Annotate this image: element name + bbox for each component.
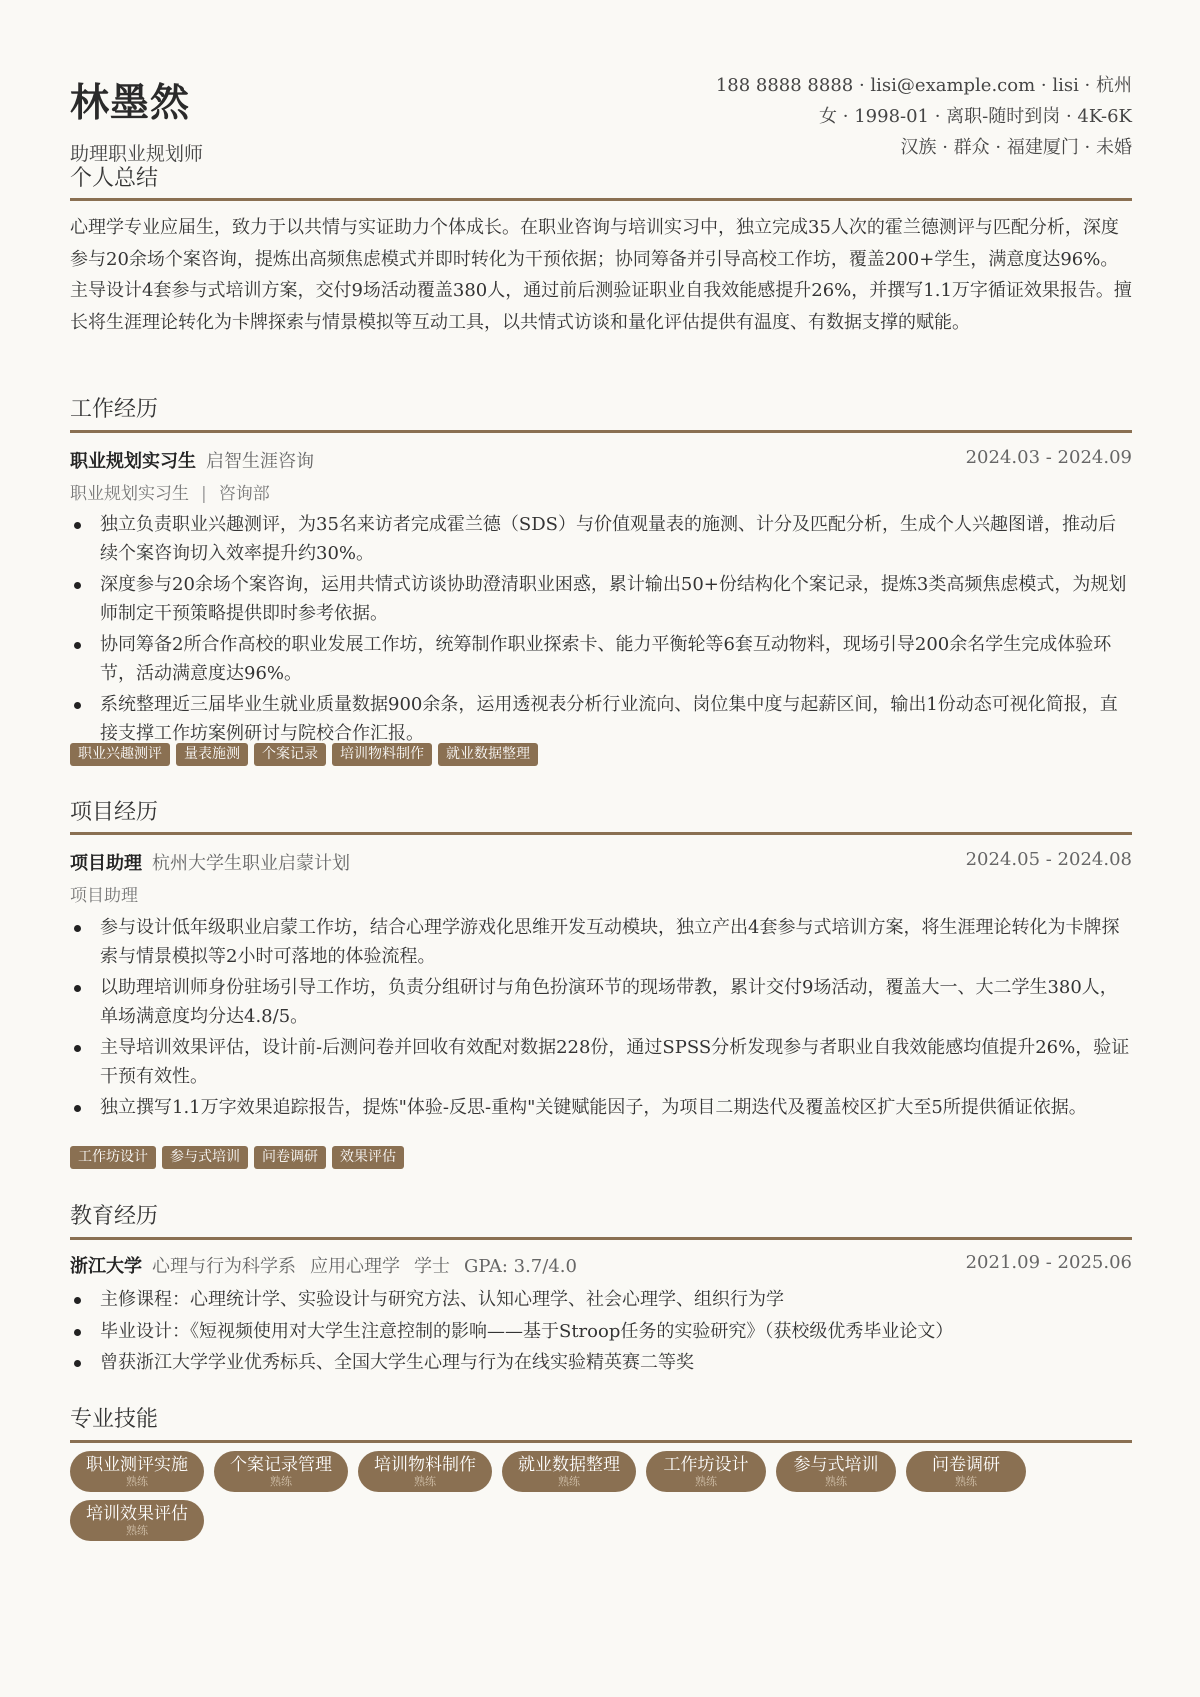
list-item: 参与设计低年级职业启蒙工作坊，结合心理学游戏化思维开发互动模块，独立产出4套参与式培训方案，将生涯理论转化为卡牌探索与情景模拟等2小时可落地的体验流程。 [70,914,1132,971]
major-name: 应用心理学 [310,1256,400,1277]
project-heading: 项目经历 [70,800,159,825]
skills-list [70,1451,1132,1541]
company-name: 启智生涯咨询 [206,451,314,472]
skill-name: 个案记录管理 [230,1455,332,1475]
contact-line-3: 汉族 · 群众 · 福建厦门 · 未婚 [900,137,1132,158]
contact-info [716,70,1132,163]
candidate-name: 林墨然 [70,80,191,126]
work-separator: | [201,484,207,504]
skill-pill [776,1451,896,1492]
skill-level: 熟练 [126,1475,148,1488]
summary-divider [70,198,1132,201]
skill-tag: 效果评估 [332,1146,404,1169]
education-date: 2021.09 - 2025.06 [965,1252,1132,1273]
skills-divider [70,1440,1132,1443]
skill-level: 熟练 [126,1524,148,1537]
project-role: 项目助理 [70,853,142,874]
summary-heading: 个人总结 [70,166,159,191]
skill-tag: 就业数据整理 [438,743,538,766]
project-date: 2024.05 - 2024.08 [965,849,1132,870]
skills-heading: 专业技能 [70,1407,159,1432]
list-item: 协同筹备2所合作高校的职业发展工作坊，统筹制作职业探索卡、能力平衡轮等6套互动物料，现场引导200余名学生完成体验环节，活动满意度达96%。 [70,631,1132,688]
skill-name: 职业测评实施 [86,1455,188,1475]
skill-level: 熟练 [270,1475,292,1488]
skill-name: 问卷调研 [932,1455,1000,1475]
project-name: 杭州大学生职业启蒙计划 [152,853,350,874]
skill-level: 熟练 [825,1475,847,1488]
education-bullets [70,1286,1132,1381]
skill-pill [502,1451,636,1492]
work-divider [70,430,1132,433]
skill-level: 熟练 [558,1475,580,1488]
degree: 学士 [414,1256,450,1277]
skill-level: 熟练 [695,1475,717,1488]
college-name: 心理与行为科学系 [152,1256,296,1277]
skill-pill [906,1451,1026,1492]
work-date: 2024.03 - 2024.09 [965,447,1132,468]
skill-tag: 个案记录 [254,743,326,766]
list-item: 独立负责职业兴趣测评，为35名来访者完成霍兰德（SDS）与价值观量表的施测、计分及匹配分析，生成个人兴趣图谱，推动后续个案咨询切入效率提升约30%。 [70,511,1132,568]
skill-name: 参与式培训 [793,1455,879,1475]
skill-name: 工作坊设计 [663,1455,749,1475]
contact-line-2: 女 · 1998-01 · 离职-随时到岗 · 4K-6K [819,106,1132,127]
skill-tag: 职业兴趣测评 [70,743,170,766]
skill-tag: 量表施测 [176,743,248,766]
job-title: 职业规划实习生 [70,451,196,472]
summary-text: 心理学专业应届生，致力于以共情与实证助力个体成长。在职业咨询与培训实习中，独立完成35人次的霍兰德测评与匹配分析，深度参与20余场个案咨询，提炼出高频焦虑模式并即时转化为干预依据；协同筹备并引导高校工作坊，覆盖200+学生，满意度达96%。主导设计4套参与式培训方案，交付9场活动覆盖380人，通过前后测验证职业自我效能感提升26%，并撰写1.1万字循证效果报告。擅长将生涯理论转化为卡牌探索与情景模拟等互动工具，以共情式访谈和量化评估提供有温度、有数据支撑的赋能。 [70,217,1132,333]
project-tags [70,1146,404,1169]
school-name: 浙江大学 [70,1256,142,1277]
work-entry-header [70,447,1132,475]
skill-tag: 工作坊设计 [70,1146,156,1169]
project-divider [70,832,1132,835]
education-details [152,1256,591,1277]
project-subline: 项目助理 [70,886,138,906]
skill-tag: 参与式培训 [162,1146,248,1169]
work-position: 职业规划实习生 [70,484,189,504]
skill-tag: 培训物料制作 [332,743,432,766]
education-entry-header [70,1252,1132,1280]
project-bullets [70,914,1132,1126]
work-subline [70,479,270,504]
candidate-role: 助理职业规划师 [70,143,204,165]
skill-level: 熟练 [414,1475,436,1488]
skill-pill [214,1451,348,1492]
work-tags [70,743,538,766]
skill-name: 培训物料制作 [374,1455,476,1475]
work-department: 咨询部 [218,484,270,504]
project-entry-header [70,849,1132,877]
skill-name: 就业数据整理 [518,1455,620,1475]
skill-pill [70,1500,204,1541]
list-item: 曾获浙江大学学业优秀标兵、全国大学生心理与行为在线实验精英赛二等奖 [70,1349,1132,1378]
contact-line-1: 188 8888 8888 · lisi@example.com · lisi · 杭州 [715,75,1132,96]
work-heading: 工作经历 [70,397,159,422]
skill-name: 培训效果评估 [86,1504,188,1524]
gpa: GPA: 3.7/4.0 [464,1256,577,1277]
list-item: 以助理培训师身份驻场引导工作坊，负责分组研讨与角色扮演环节的现场带教，累计交付9场活动，覆盖大一、大二学生380人，单场满意度均分达4.8/5。 [70,974,1132,1031]
skill-pill [646,1451,766,1492]
list-item: 主修课程：心理统计学、实验设计与研究方法、认知心理学、社会心理学、组织行为学 [70,1286,1132,1315]
skill-pill [358,1451,492,1492]
skill-level: 熟练 [955,1475,977,1488]
education-heading: 教育经历 [70,1204,159,1229]
list-item: 主导培训效果评估，设计前-后测问卷并回收有效配对数据228份，通过SPSS分析发现参与者职业自我效能感均值提升26%，验证干预有效性。 [70,1034,1132,1091]
work-bullets [70,511,1132,751]
list-item: 系统整理近三届毕业生就业质量数据900余条，运用透视表分析行业流向、岗位集中度与起薪区间，输出1份动态可视化简报，直接支撑工作坊案例研讨与院校合作汇报。 [70,691,1132,748]
education-divider [70,1237,1132,1240]
list-item: 独立撰写1.1万字效果追踪报告，提炼"体验-反思-重构"关键赋能因子，为项目二期迭代及覆盖校区扩大至5所提供循证依据。 [70,1094,1132,1123]
skill-pill [70,1451,204,1492]
list-item: 毕业设计：《短视频使用对大学生注意控制的影响——基于Stroop任务的实验研究》（获校级优秀毕业论文） [70,1318,1132,1347]
list-item: 深度参与20余场个案咨询，运用共情式访谈协助澄清职业困惑，累计输出50+份结构化个案记录，提炼3类高频焦虑模式，为规划师制定干预策略提供即时参考依据。 [70,571,1132,628]
skill-tag: 问卷调研 [254,1146,326,1169]
